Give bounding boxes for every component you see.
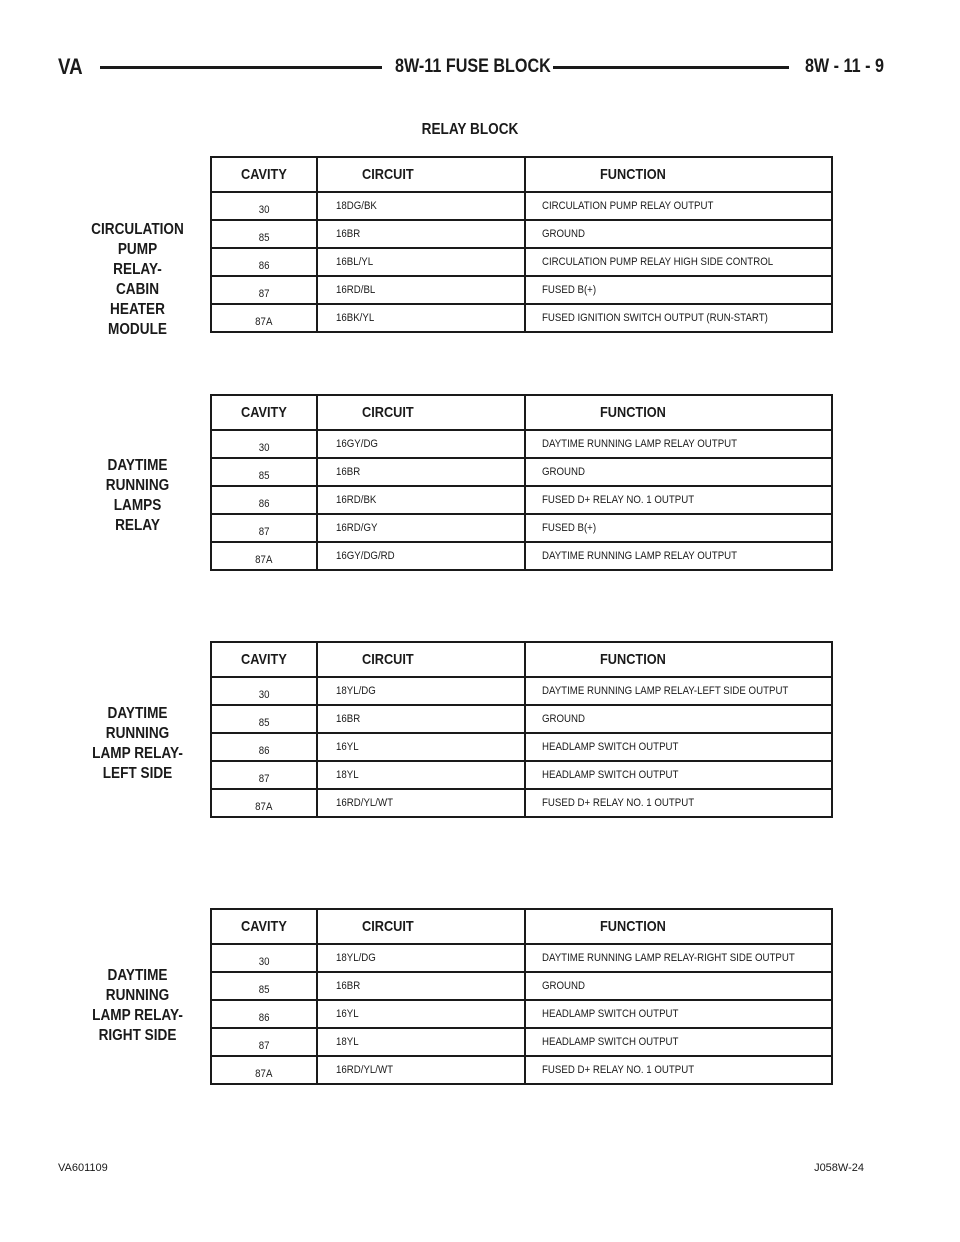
relay-table-drl-right-side (210, 908, 833, 1085)
table-row (212, 275, 831, 303)
circuit-cell: 18YL/DG (336, 952, 376, 964)
header-rule-right (553, 66, 789, 69)
circuit-cell: 16YL (336, 1008, 359, 1020)
relay-table-circulation-pump (210, 156, 833, 333)
circuit-cell: 16RD/BK (336, 494, 377, 506)
column-header-circuit: CIRCUIT (362, 651, 414, 668)
table-header-row (212, 396, 831, 429)
cavity-cell: 85 (258, 232, 270, 244)
column-header-circuit: CIRCUIT (362, 404, 414, 421)
column-header-function: FUNCTION (599, 404, 666, 421)
column-header-cavity: CAVITY (241, 651, 287, 668)
cavity-cell: 86 (258, 498, 270, 510)
table-row (212, 999, 831, 1027)
column-header-cavity: CAVITY (241, 166, 287, 183)
cavity-cell: 87 (258, 773, 270, 785)
function-cell: GROUND (542, 228, 586, 240)
function-cell: FUSED B(+) (542, 522, 597, 534)
column-header-cavity: CAVITY (241, 918, 287, 935)
circuit-cell: 16BR (336, 228, 361, 240)
relay-label-circulation-pump: CIRCULATION PUMP RELAY- CABIN HEATER MODULE (91, 221, 184, 338)
circuit-cell: 16BR (336, 713, 361, 725)
relay-label-daytime-running-lamps: DAYTIME RUNNING LAMPS RELAY (105, 457, 170, 534)
function-cell: FUSED IGNITION SWITCH OUTPUT (RUN-START) (542, 312, 768, 324)
function-cell: GROUND (542, 713, 586, 725)
column-header-function: FUNCTION (599, 918, 666, 935)
table-row (212, 1027, 831, 1055)
function-cell: FUSED B(+) (542, 284, 597, 296)
column-header-circuit: CIRCUIT (362, 166, 414, 183)
table-header-row (212, 643, 831, 676)
circuit-cell: 16BR (336, 980, 361, 992)
column-header-cavity: CAVITY (241, 404, 287, 421)
relay-table-drl-left-side (210, 641, 833, 818)
circuit-cell: 16BR (336, 466, 361, 478)
header-rule-left (100, 66, 382, 69)
table-row (212, 429, 831, 457)
function-cell: FUSED D+ RELAY NO. 1 OUTPUT (542, 797, 695, 809)
function-cell: CIRCULATION PUMP RELAY HIGH SIDE CONTROL (542, 256, 774, 268)
cavity-cell: 86 (258, 745, 270, 757)
circuit-cell: 16RD/YL/WT (336, 1064, 394, 1076)
table-row (212, 219, 831, 247)
circuit-cell: 18YL (336, 1036, 359, 1048)
function-cell: FUSED D+ RELAY NO. 1 OUTPUT (542, 1064, 695, 1076)
cavity-cell: 87 (258, 288, 270, 300)
cavity-cell: 87A (255, 1068, 273, 1080)
circuit-cell: 16RD/BL (336, 284, 376, 296)
function-cell: GROUND (542, 466, 586, 478)
circuit-cell: 16BK/YL (336, 312, 375, 324)
footer-doc-code: J058W-24 (814, 1162, 864, 1174)
cavity-cell: 30 (258, 956, 270, 968)
table-row (212, 760, 831, 788)
circuit-cell: 16RD/YL/WT (336, 797, 394, 809)
table-header-row (212, 158, 831, 191)
table-row (212, 485, 831, 513)
circuit-cell: 16GY/DG (336, 438, 378, 450)
table-row (212, 457, 831, 485)
table-row (212, 732, 831, 760)
cavity-cell: 85 (258, 470, 270, 482)
function-cell: HEADLAMP SWITCH OUTPUT (542, 769, 679, 781)
table-row (212, 541, 831, 569)
circuit-cell: 16YL (336, 741, 359, 753)
cavity-cell: 30 (258, 442, 270, 454)
cavity-cell: 87A (255, 801, 273, 813)
page-title: 8W-11 FUSE BLOCK (395, 56, 551, 77)
function-cell: CIRCULATION PUMP RELAY OUTPUT (542, 200, 714, 212)
table-row (212, 247, 831, 275)
function-cell: HEADLAMP SWITCH OUTPUT (542, 741, 679, 753)
column-header-circuit: CIRCUIT (362, 918, 414, 935)
column-header-function: FUNCTION (599, 651, 666, 668)
cavity-cell: 30 (258, 689, 270, 701)
section-code: VA (58, 54, 83, 79)
cavity-cell: 87A (255, 554, 273, 566)
table-row (212, 971, 831, 999)
cavity-cell: 87 (258, 526, 270, 538)
footer-figure-id: VA601109 (58, 1162, 108, 1174)
block-title: RELAY BLOCK (421, 121, 519, 138)
table-row (212, 1055, 831, 1083)
column-header-function: FUNCTION (599, 166, 666, 183)
circuit-cell: 16RD/GY (336, 522, 378, 534)
circuit-cell: 16BL/YL (336, 256, 374, 268)
function-cell: FUSED D+ RELAY NO. 1 OUTPUT (542, 494, 695, 506)
function-cell: DAYTIME RUNNING LAMP RELAY OUTPUT (542, 438, 738, 450)
circuit-cell: 18YL/DG (336, 685, 376, 697)
table-row (212, 704, 831, 732)
relay-label-drl-left-side: DAYTIME RUNNING LAMP RELAY- LEFT SIDE (92, 705, 183, 782)
cavity-cell: 87 (258, 1040, 270, 1052)
table-row (212, 943, 831, 971)
cavity-cell: 87A (255, 316, 273, 328)
function-cell: DAYTIME RUNNING LAMP RELAY OUTPUT (542, 550, 738, 562)
cavity-cell: 86 (258, 260, 270, 272)
table-row (212, 788, 831, 816)
cavity-cell: 85 (258, 984, 270, 996)
function-cell: HEADLAMP SWITCH OUTPUT (542, 1008, 679, 1020)
function-cell: GROUND (542, 980, 586, 992)
circuit-cell: 18YL (336, 769, 359, 781)
circuit-cell: 16GY/DG/RD (336, 550, 395, 562)
function-cell: DAYTIME RUNNING LAMP RELAY-RIGHT SIDE OUTPUT (542, 952, 795, 964)
cavity-cell: 85 (258, 717, 270, 729)
relay-table-daytime-running-lamps (210, 394, 833, 571)
table-row (212, 191, 831, 219)
cavity-cell: 30 (258, 204, 270, 216)
relay-label-drl-right-side: DAYTIME RUNNING LAMP RELAY- RIGHT SIDE (92, 967, 183, 1044)
table-row (212, 513, 831, 541)
page-number: 8W - 11 - 9 (805, 56, 884, 77)
table-header-row (212, 910, 831, 943)
function-cell: DAYTIME RUNNING LAMP RELAY-LEFT SIDE OUTPUT (542, 685, 789, 697)
table-row (212, 303, 831, 331)
function-cell: HEADLAMP SWITCH OUTPUT (542, 1036, 679, 1048)
cavity-cell: 86 (258, 1012, 270, 1024)
table-row (212, 676, 831, 704)
circuit-cell: 18DG/BK (336, 200, 377, 212)
